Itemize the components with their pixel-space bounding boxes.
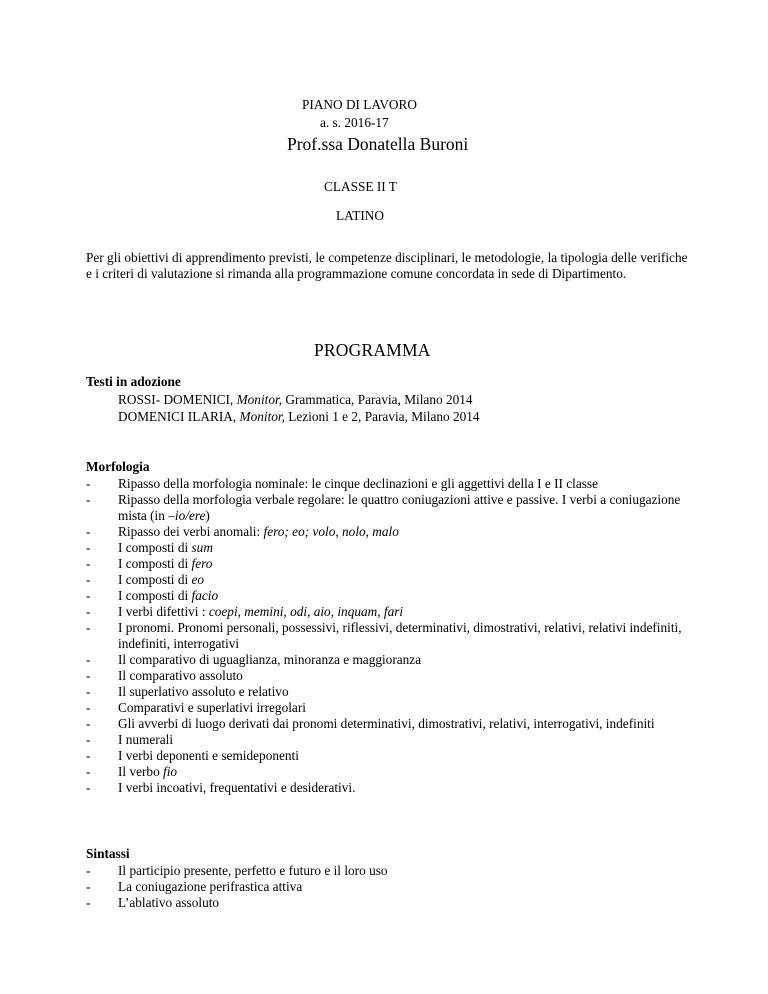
subject-label: LATINO [336, 208, 385, 223]
list-item [86, 863, 706, 879]
list-item-text: I numerali [118, 732, 174, 747]
book-details: Grammatica, Paravia, Milano 2014 [282, 392, 473, 407]
dash-bullet: - [86, 668, 91, 683]
school-year: a. s. 2016-17 [320, 115, 389, 130]
list-item [86, 556, 706, 572]
list-item [86, 620, 706, 652]
list-item [86, 604, 706, 620]
morfologia-list [86, 476, 706, 796]
list-item-text: Comparativi e superlativi irregolari [118, 700, 306, 715]
list-item [86, 668, 706, 684]
testi-heading: Testi in adozione [86, 374, 181, 389]
dash-bullet: - [86, 895, 91, 910]
teacher-name: Prof.ssa Donatella Buroni [287, 134, 469, 154]
morfologia-heading: Morfologia [86, 459, 150, 474]
list-item-text: Il comparativo di uguaglianza, minoranza e maggioranza [118, 652, 422, 667]
list-item-text: Ripasso della morfologia nominale: le cinque declinazioni e gli aggettivi della I e II classe [118, 476, 599, 491]
class-label: CLASSE II T [324, 179, 397, 194]
dash-bullet: - [86, 879, 91, 894]
dash-bullet: - [86, 588, 91, 603]
list-item-text: Il comparativo assoluto [118, 668, 243, 683]
list-item-text: I verbi difettivi : coepi, memini, odi, aio, inquam, fari [118, 604, 404, 619]
doc-title: PIANO DI LAVORO [302, 97, 417, 112]
list-item [86, 764, 706, 780]
list-item [86, 588, 706, 604]
dash-bullet: - [86, 764, 91, 779]
list-item [86, 684, 706, 700]
dash-bullet: - [86, 748, 91, 763]
list-item-text: Gli avverbi di luogo derivati dai pronomi determinativi, dimostrativi, relativi, interrogativi, indefiniti [118, 716, 655, 731]
list-item [86, 879, 706, 895]
programma-heading: PROGRAMMA [314, 340, 431, 360]
list-item-text: Il participio presente, perfetto e futuro e il loro uso [118, 863, 388, 878]
book-title: Monitor, [239, 409, 285, 424]
list-item-text: L’ablativo assoluto [118, 895, 220, 910]
list-item [86, 716, 706, 732]
dash-bullet: - [86, 572, 91, 587]
list-item [86, 476, 706, 492]
dash-bullet: - [86, 684, 91, 699]
dash-bullet: - [86, 732, 91, 747]
list-item [86, 732, 706, 748]
list-item-text: I verbi incoativi, frequentativi e desiderativi. [118, 780, 356, 795]
list-item-text: I composti di facio [118, 588, 219, 603]
book-title: Monitor, [236, 392, 283, 407]
intro-paragraph: Per gli obiettivi di apprendimento previsti, le competenze disciplinari, le metodologie, la tipologia delle verifiche e i criteri di valutazione si rimanda alla programmazione comune concordata in sede di Dipartimento. [86, 250, 688, 281]
list-item [86, 572, 706, 588]
dash-bullet: - [86, 863, 91, 878]
list-item [86, 895, 706, 911]
list-item [86, 748, 706, 764]
list-item-text: I composti di eo [118, 572, 205, 587]
sintassi-heading: Sintassi [86, 846, 130, 861]
dash-bullet: - [86, 716, 91, 731]
sintassi-list [86, 863, 706, 911]
list-item [86, 540, 706, 556]
book-entry [118, 392, 473, 408]
list-item-text: I composti di sum [118, 540, 213, 555]
list-item-text: Il verbo fio [118, 764, 178, 779]
list-item-text: I pronomi. Pronomi personali, possessivi, riflessivi, determinativi, dimostrativi, relativi, relativi indefiniti, indefiniti, interrogativi [118, 620, 682, 651]
dash-bullet: - [86, 620, 91, 635]
book-details: Lezioni 1 e 2, Paravia, Milano 2014 [284, 409, 480, 424]
dash-bullet: - [86, 556, 91, 571]
dash-bullet: - [86, 540, 91, 555]
dash-bullet: - [86, 492, 91, 507]
list-item-text: I composti di fero [118, 556, 213, 571]
list-item-text: Ripasso della morfologia verbale regolare: le quattro coniugazioni attive e passive. I verbi a coniugazione mista (in –io/ere) [118, 492, 681, 523]
list-item-text: Ripasso dei verbi anomali: fero; eo; volo, nolo, malo [118, 524, 399, 539]
list-item-text: I verbi deponenti e semideponenti [118, 748, 299, 763]
dash-bullet: - [86, 604, 91, 619]
list-item [86, 700, 706, 716]
list-item [86, 492, 706, 524]
dash-bullet: - [86, 476, 91, 491]
list-item [86, 524, 706, 540]
book-author: DOMENICI ILARIA, [118, 409, 240, 424]
dash-bullet: - [86, 780, 91, 795]
dash-bullet: - [86, 652, 91, 667]
list-item-text: Il superlativo assoluto e relativo [118, 684, 289, 699]
dash-bullet: - [86, 700, 91, 715]
list-item [86, 780, 706, 796]
book-author: ROSSI- DOMENICI, [118, 392, 237, 407]
list-item [86, 652, 706, 668]
book-entry [118, 409, 480, 425]
dash-bullet: - [86, 524, 91, 539]
list-item-text: La coniugazione perifrastica attiva [118, 879, 303, 894]
